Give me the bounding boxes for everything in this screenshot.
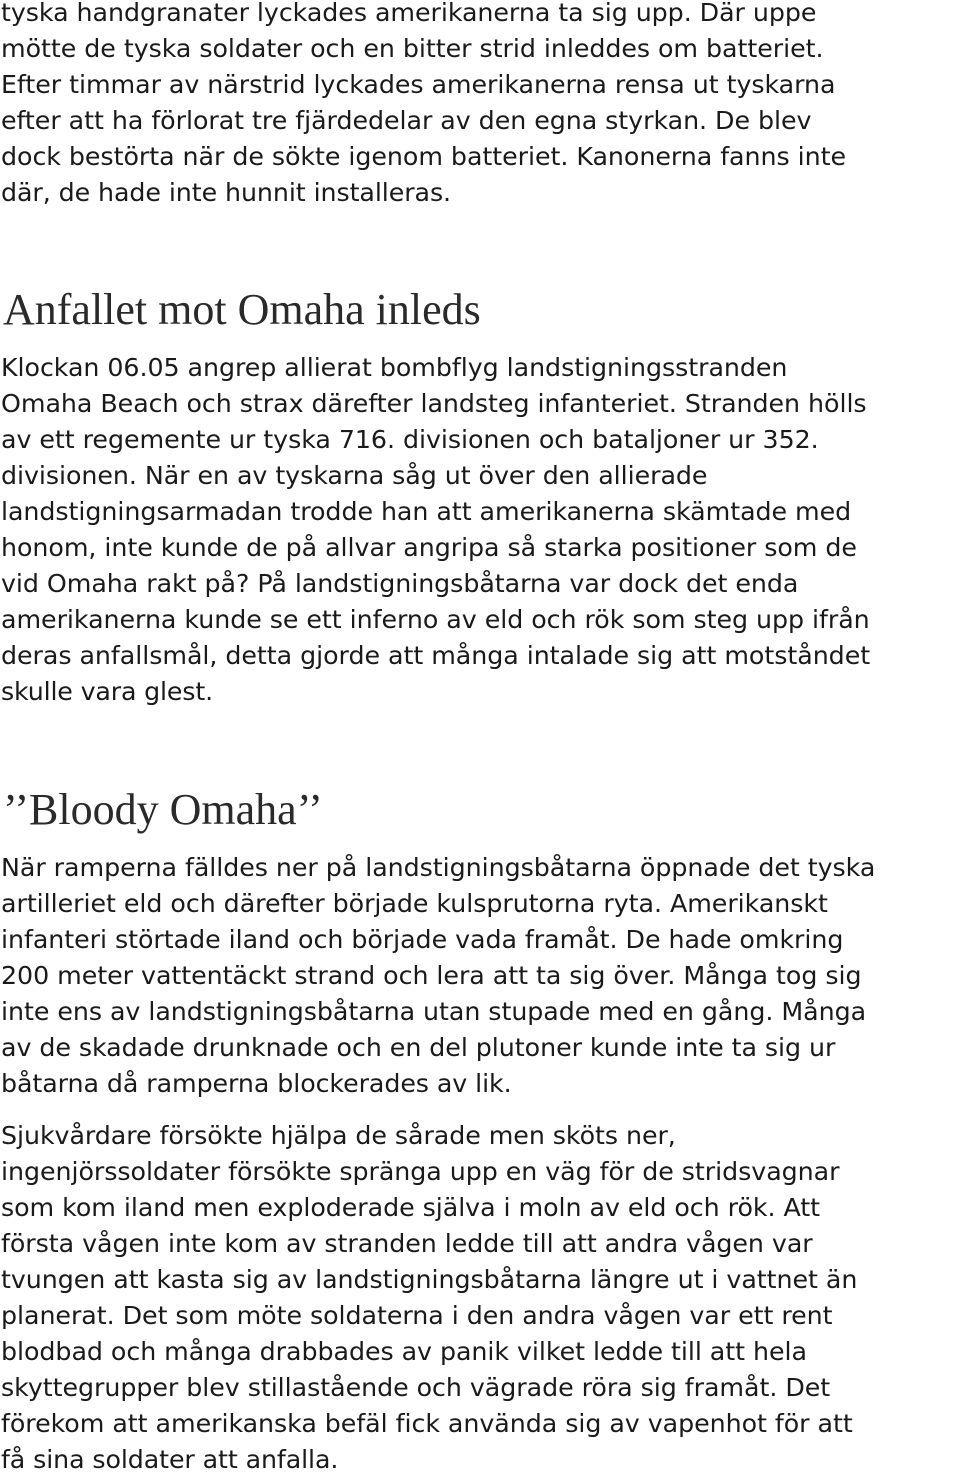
text-line: Sjukvårdare försökte hjälpa de sårade men sköts ner, bbox=[1, 1121, 676, 1150]
section2-paragraph-1 bbox=[1, 850, 959, 1102]
heading-close-quote: ’’ bbox=[296, 785, 323, 834]
text-line: få sina soldater att anfalla. bbox=[1, 1445, 339, 1474]
text-line: av ett regemente ur tyska 716. divisionen och bataljoner ur 352. bbox=[1, 425, 819, 454]
text-line: inte ens av landstigningsbåtarna utan stupade med en gång. Många bbox=[1, 997, 867, 1026]
text-line: av de skadade drunknade och en del plutoner kunde inte ta sig ur bbox=[1, 1033, 836, 1062]
text-line: där, de hade inte hunnit installeras. bbox=[1, 178, 452, 207]
text-line: som kom iland men exploderade själva i moln av eld och rök. Att bbox=[1, 1193, 821, 1222]
text-line: skyttegrupper blev stillastående och vägrade röra sig framåt. Det bbox=[1, 1373, 831, 1402]
section2-paragraph-2 bbox=[1, 1118, 959, 1478]
text-line: amerikanerna kunde se ett inferno av eld och rök som steg upp ifrån bbox=[1, 605, 870, 634]
text-line: tyska handgranater lyckades amerikanerna ta sig upp. Där uppe bbox=[1, 0, 817, 27]
intro-paragraph bbox=[1, 0, 959, 211]
text-line: ingenjörssoldater försökte spränga upp en väg för de stridsvagnar bbox=[1, 1157, 840, 1186]
text-line: honom, inte kunde de på allvar angripa så starka positioner som de bbox=[1, 533, 857, 562]
text-line: blodbad och många drabbades av panik vilket ledde till att hela bbox=[1, 1337, 807, 1366]
section-heading-bloody-omaha bbox=[3, 784, 323, 836]
heading-open-quote: ’’ bbox=[3, 785, 30, 834]
text-line: Efter timmar av närstrid lyckades amerikanerna rensa ut tyskarna bbox=[1, 70, 836, 99]
text-line: förekom att amerikanska befäl fick använda sig av vapenhot för att bbox=[1, 1409, 853, 1438]
text-line: båtarna då ramperna blockerades av lik. bbox=[1, 1069, 512, 1098]
section1-paragraph bbox=[1, 350, 959, 710]
section-heading-anfallet: Anfallet mot Omaha inleds bbox=[3, 285, 481, 334]
text-line: deras anfallsmål, detta gjorde att många intalade sig att motståndet bbox=[1, 641, 871, 670]
text-line: efter att ha förlorat tre fjärdedelar av den egna styrkan. De blev bbox=[1, 106, 812, 135]
text-line: tvungen att kasta sig av landstigningsbåtarna längre ut i vattnet än bbox=[1, 1265, 858, 1294]
text-line: När ramperna fälldes ner på landstigningsbåtarna öppnade det tyska bbox=[1, 853, 876, 882]
text-line: Omaha Beach och strax därefter landsteg infanteriet. Stranden hölls bbox=[1, 389, 867, 418]
text-line: Klockan 06.05 angrep allierat bombflyg landstigningsstranden bbox=[1, 353, 788, 382]
text-line: 200 meter vattentäckt strand och lera att ta sig över. Många tog sig bbox=[1, 961, 862, 990]
text-line: första vågen inte kom av stranden ledde till att andra vågen var bbox=[1, 1229, 813, 1258]
text-line: vid Omaha rakt på? På landstigningsbåtarna var dock det enda bbox=[1, 569, 799, 598]
text-line: dock bestörta när de sökte igenom batteriet. Kanonerna fanns inte bbox=[1, 142, 846, 171]
text-line: planerat. Det som möte soldaterna i den andra vågen var ett rent bbox=[1, 1301, 833, 1330]
text-line: mötte de tyska soldater och en bitter strid inleddes om batteriet. bbox=[1, 34, 824, 63]
text-line: landstigningsarmadan trodde han att amerikanerna skämtade med bbox=[1, 497, 852, 526]
text-line: artilleriet eld och därefter började kulsprutorna ryta. Amerikanskt bbox=[1, 889, 828, 918]
text-line: skulle vara glest. bbox=[1, 677, 213, 706]
heading-text: Bloody Omaha bbox=[29, 785, 297, 834]
text-line: infanteri störtade iland och började vada framåt. De hade omkring bbox=[1, 925, 844, 954]
text-line: divisionen. När en av tyskarna såg ut över den allierade bbox=[1, 461, 708, 490]
